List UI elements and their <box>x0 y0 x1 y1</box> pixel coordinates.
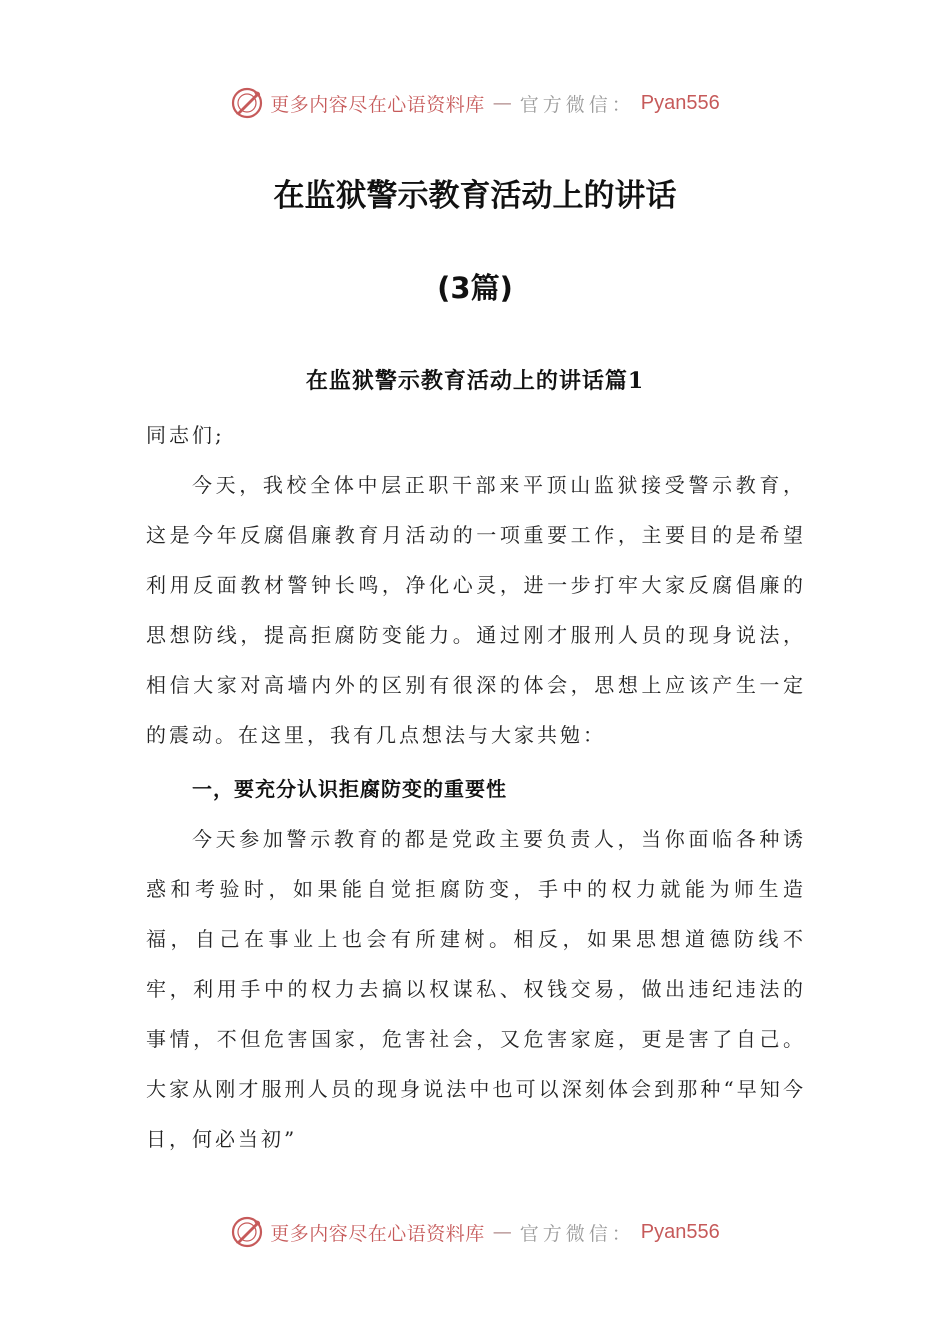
quill-logo-icon <box>230 1215 264 1249</box>
salutation: 同志们; <box>146 423 225 447</box>
document-title: 在监狱警示教育活动上的讲话 <box>273 178 677 214</box>
watermark-id: Pyan556 <box>640 91 720 114</box>
watermark-text: 更多内容尽在心语资料库 <box>270 93 485 116</box>
watermark-id: Pyan556 <box>640 1220 720 1243</box>
watermark-text: 更多内容尽在心语资料库 <box>270 1222 485 1245</box>
paragraph-1: 今天，我校全体中层正职干部来平顶山监狱接受警示教育，这是今年反腐倡廉教育月活动的一项重要工作，主要目的是希望利用反面教材警钟长鸣，净化心灵，进一步打牢大家反腐倡廉的思想防线，提高拒腐防变能力。通过刚才服刑人员的现身说法，相信大家对高墙内外的区别有很深的体会，思想上应该产生一定的震动。在这里，我有几点想法与大家共勉： <box>146 473 806 747</box>
paragraph-2: 今天参加警示教育的都是党政主要负责人，当你面临各种诱惑和考验时，如果能自觉拒腐防变，手中的权力就能为师生造福，自己在事业上也会有所建树。相反，如果思想道德防线不牢，利用手中的权力去搞以权谋私、权钱交易，做出违纪违法的事情，不但危害国家，危害社会，又危害家庭，更是害了自己。大家从刚才服刑人员的现身说法中也可以深刻体会到那种“早知今日，何必当初” <box>146 827 806 1151</box>
watermark-label: 官方微信： <box>519 1222 635 1245</box>
header-watermark <box>0 86 950 120</box>
subheading-1: 一，要充分认识拒腐防变的重要性 <box>192 777 507 801</box>
watermark-separator: — <box>492 92 512 114</box>
section-title: 在监狱警示教育活动上的讲话篇1 <box>305 368 645 394</box>
quill-logo-icon <box>230 86 264 120</box>
watermark-separator: — <box>492 1221 512 1243</box>
watermark-label: 官方微信： <box>519 93 635 116</box>
document-subtitle: (3篇) <box>437 271 513 305</box>
footer-watermark <box>0 1215 950 1249</box>
